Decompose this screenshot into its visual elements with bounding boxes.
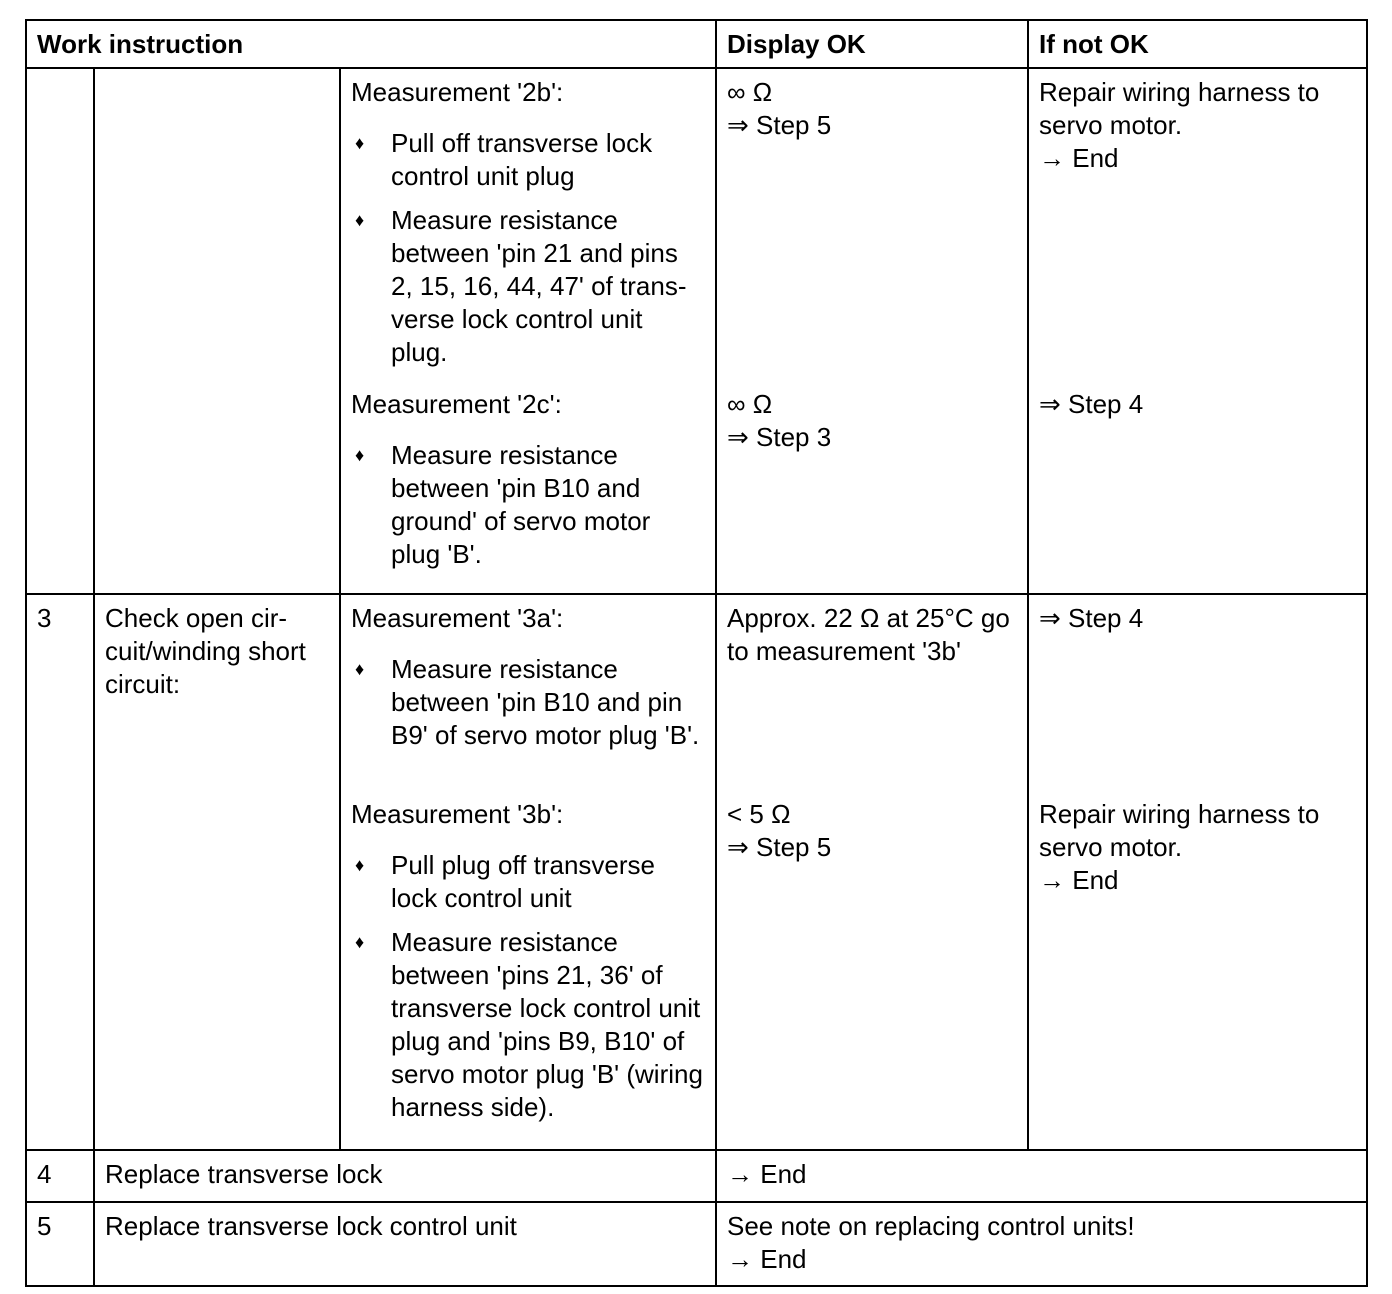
- notok-next: ⇒ Step 4: [1039, 389, 1144, 419]
- step-result-note: See note on replacing control units!: [727, 1211, 1135, 1241]
- bullet-list: [351, 653, 705, 752]
- header-display-ok: Display OK: [716, 20, 1028, 68]
- bullet-list: [351, 127, 705, 369]
- diamond-bullet-icon: ♦: [355, 210, 365, 230]
- step-label: Check open cir-cuit/winding short circuit:: [94, 594, 340, 798]
- table-row: [26, 1202, 1367, 1286]
- step-number-cell: [26, 388, 94, 594]
- if-not-ok-cell: [1028, 388, 1367, 594]
- measurement-title: Measurement '2b':: [351, 77, 564, 107]
- ok-value: ∞ Ω: [727, 77, 773, 107]
- bullet-text: Measure resistance between 'pin B10 and ground' of servo motor plug 'B'.: [391, 440, 651, 569]
- step-result-cell: [716, 1150, 1367, 1202]
- diamond-bullet-icon: ♦: [355, 445, 365, 465]
- step-number-cell: [26, 68, 94, 388]
- step-label-cell: [94, 388, 340, 594]
- header-if-not-ok: If not OK: [1028, 20, 1367, 68]
- table-row: [26, 1150, 1367, 1202]
- step-label-cell: [94, 798, 340, 1150]
- list-item: [351, 204, 705, 369]
- bullet-text: Measure resistance between 'pin B10 and pin B9' of servo motor plug 'B'.: [391, 654, 700, 750]
- table-row: [26, 68, 1367, 388]
- measurement-2b-cell: [340, 68, 716, 388]
- diamond-bullet-icon: ♦: [355, 855, 365, 875]
- measurement-3b-cell: [340, 798, 716, 1150]
- notok-action: Repair wiring harness to servo motor.: [1039, 77, 1320, 140]
- if-not-ok-cell: [1028, 594, 1367, 798]
- step-result: → End: [727, 1244, 807, 1274]
- ok-value: Approx. 22 Ω at 25°C go to measurement '3b': [727, 603, 1010, 666]
- bullet-list: [351, 849, 705, 1124]
- step-number-cell: [26, 798, 94, 1150]
- list-item: [351, 439, 705, 571]
- diamond-bullet-icon: ♦: [355, 932, 365, 952]
- bullet-text: Measure resistance between 'pin 21 and pins 2, 15, 16, 44, 47' of trans-verse lock control unit plug.: [391, 205, 687, 367]
- bullet-text: Pull plug off transverse lock control unit: [391, 850, 655, 913]
- step-label-cell: [94, 68, 340, 388]
- notok-next: → End: [1039, 865, 1119, 895]
- measurement-2c-cell: [340, 388, 716, 594]
- ok-next-step: ⇒ Step 3: [727, 422, 832, 452]
- step-result: → End: [727, 1159, 807, 1189]
- list-item: [351, 849, 705, 915]
- diamond-bullet-icon: ♦: [355, 659, 365, 679]
- measurement-3a-cell: [340, 594, 716, 798]
- if-not-ok-cell: [1028, 68, 1367, 388]
- table-row: [26, 798, 1367, 1150]
- list-item: [351, 127, 705, 193]
- step-result-cell: [716, 1202, 1367, 1286]
- table-row: [26, 594, 1367, 798]
- header-work-instruction: Work instruction: [26, 20, 716, 68]
- step-label: Replace transverse lock control unit: [94, 1202, 716, 1286]
- list-item: [351, 926, 705, 1124]
- notok-action: Repair wiring harness to servo motor.: [1039, 799, 1320, 862]
- ok-value: ∞ Ω: [727, 389, 773, 419]
- step-number: 3: [26, 594, 94, 798]
- list-item: [351, 653, 705, 752]
- work-instruction-table: [25, 19, 1368, 1287]
- bullet-text: Measure resistance between 'pins 21, 36' of transverse lock control unit plug and 'pins B9, B10' of servo motor plug 'B' (wiring harness side).: [391, 927, 703, 1122]
- ok-next-step: ⇒ Step 5: [727, 110, 832, 140]
- notok-next: → End: [1039, 143, 1119, 173]
- bullet-list: [351, 439, 705, 571]
- measurement-title: Measurement '3b':: [351, 799, 564, 829]
- table-header-row: [26, 20, 1367, 68]
- table-row: [26, 388, 1367, 594]
- if-not-ok-cell: [1028, 798, 1367, 1150]
- step-number: 4: [26, 1150, 94, 1202]
- display-ok-cell: [716, 594, 1028, 798]
- display-ok-cell: [716, 388, 1028, 594]
- measurement-title: Measurement '2c':: [351, 389, 562, 419]
- display-ok-cell: [716, 68, 1028, 388]
- ok-next-step: ⇒ Step 5: [727, 832, 832, 862]
- display-ok-cell: [716, 798, 1028, 1150]
- step-number: 5: [26, 1202, 94, 1286]
- ok-value: < 5 Ω: [727, 799, 791, 829]
- step-label: Replace transverse lock: [94, 1150, 716, 1202]
- notok-next: ⇒ Step 4: [1039, 603, 1144, 633]
- measurement-title: Measurement '3a':: [351, 603, 564, 633]
- bullet-text: Pull off transverse lock control unit plug: [391, 128, 653, 191]
- diamond-bullet-icon: ♦: [355, 133, 365, 153]
